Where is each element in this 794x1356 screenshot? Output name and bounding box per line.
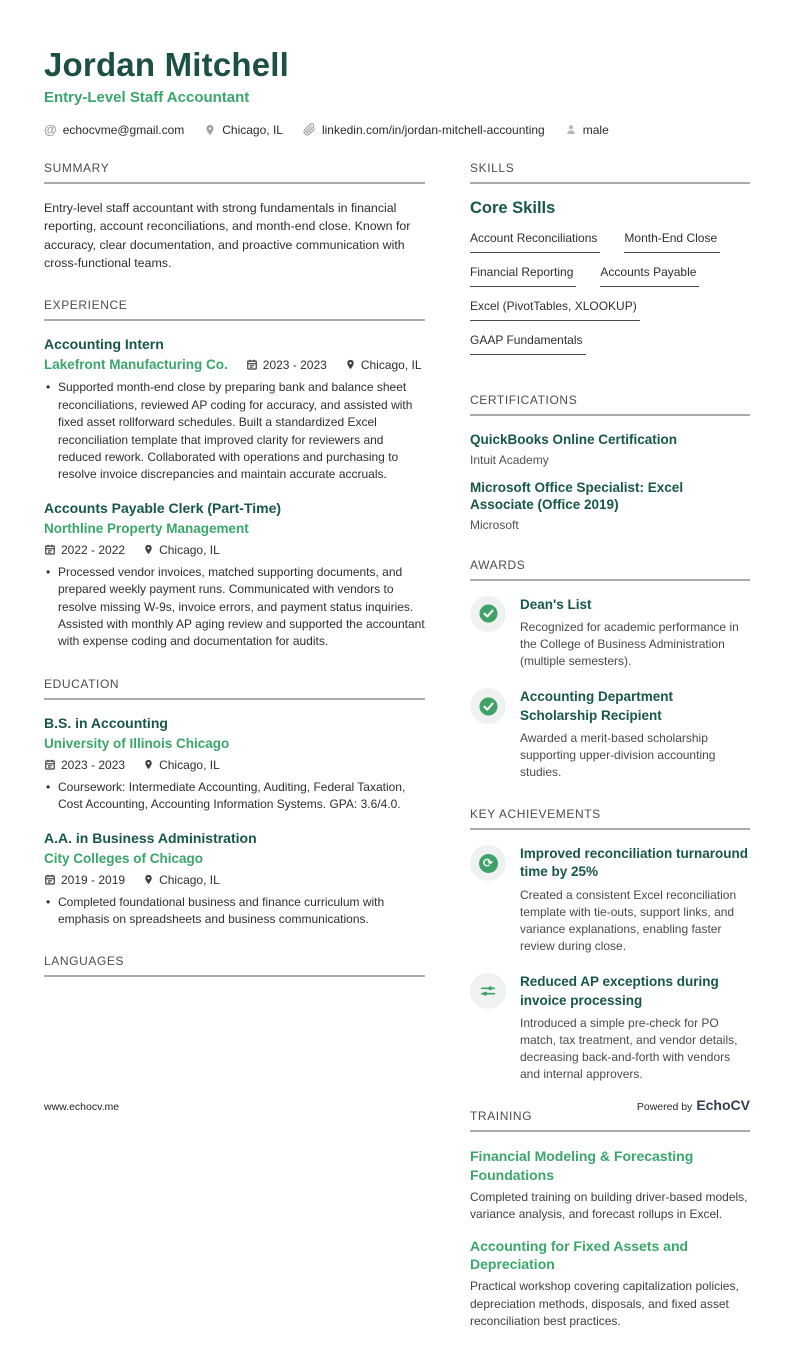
certification-entry xyxy=(470,431,750,467)
sliders-icon xyxy=(470,973,506,1009)
certification-title: Microsoft Office Specialist: Excel Associate (Office 2019) xyxy=(470,479,684,513)
paperclip-icon xyxy=(303,123,316,136)
calendar-icon xyxy=(246,358,258,371)
person-icon xyxy=(565,123,577,136)
education-dates: 2023 - 2023 xyxy=(44,758,125,772)
education-dates: 2019 - 2019 xyxy=(44,873,125,887)
certification-entry xyxy=(470,479,750,532)
certification-issuer: Microsoft xyxy=(470,517,519,532)
check-badge-icon xyxy=(470,688,506,724)
job-bullet: • Processed vendor invoices, matched supporting documents, and prepared weekly payment runs. Communicated with vendors to resolve missing W-9s, invoice errors, and payment status inquiries. Assisted with monthly AP aging review and supported the accountant with expense coding and documentation for audits. xyxy=(44,564,425,651)
award-description: Awarded a merit-based scholarship supporting upper-division accounting studies. xyxy=(520,730,716,780)
footer-site-link[interactable]: www.echocv.me xyxy=(44,1101,120,1113)
training-heading: TRAINING xyxy=(470,1109,750,1132)
job-title: Accounts Payable Clerk (Part-Time) xyxy=(44,499,282,516)
skill-item: Account Reconciliations xyxy=(470,231,600,253)
skill-item: Excel (PivotTables, XLOOKUP) xyxy=(470,299,640,321)
at-icon: @ xyxy=(44,122,57,137)
certification-issuer: Intuit Academy xyxy=(470,452,549,467)
right-column xyxy=(470,161,750,1356)
skill-item: GAAP Fundamentals xyxy=(470,333,586,355)
section-certifications xyxy=(470,393,750,532)
key-achievements-heading: KEY ACHIEVEMENTS xyxy=(470,807,750,830)
skills-heading: SKILLS xyxy=(470,161,750,184)
person-name: Jordan Mitchell xyxy=(44,46,290,83)
resume-body xyxy=(44,161,750,1356)
contact-linkedin-text: linkedin.com/in/jordan-mitchell-accounting xyxy=(321,122,545,137)
calendar-icon xyxy=(44,758,56,771)
achievement-description: Created a consistent Excel reconciliation template with tie-outs, support links, and variance explanations, enabling faster review during close. xyxy=(520,887,737,954)
contact-row xyxy=(44,122,750,137)
education-entry xyxy=(44,715,425,814)
job-dates: 2022 - 2022 xyxy=(44,543,125,557)
awards-heading: AWARDS xyxy=(470,558,750,581)
training-entry xyxy=(470,1147,750,1223)
timer-icon: ⟳ xyxy=(470,845,506,881)
education-bullet: • Completed foundational business and finance curriculum with emphasis on spreadsheets and business communications. xyxy=(44,894,425,929)
resume-header xyxy=(44,46,750,137)
section-awards xyxy=(470,558,750,782)
training-title: Accounting for Fixed Assets and Depreciation xyxy=(470,1238,689,1273)
job-title: Accounting Intern xyxy=(44,336,164,353)
location-pin-icon xyxy=(143,543,154,556)
award-entry xyxy=(470,596,750,671)
person-job-title: Entry-Level Staff Accountant xyxy=(44,89,250,106)
award-description: Recognized for academic performance in the College of Business Administration (multiple semesters). xyxy=(520,619,739,669)
location-pin-icon xyxy=(143,758,154,771)
location-pin-icon xyxy=(345,358,356,371)
job-bullet: • Supported month-end close by preparing bank and balance sheet reconciliations, reviewed AP coding for accuracy, and assisted with fixed asset rollforward schedules. Built a standardized Excel reconciliation template that improved clarity for reviewers and reduced rework. Collaborated with operations and purchasing to resolve invoice discrepancies and maintain accurate accruals. xyxy=(44,379,425,483)
section-languages xyxy=(44,954,425,977)
skills-group-title: Core Skills xyxy=(470,199,556,217)
skill-item: Month-End Close xyxy=(624,231,720,253)
education-location: Chicago, IL xyxy=(143,873,220,887)
contact-email[interactable] xyxy=(44,122,184,137)
education-bullet: • Coursework: Intermediate Accounting, Auditing, Federal Taxation, Cost Accounting, Accounting Information Systems. GPA: 3.6/4.0. xyxy=(44,779,425,814)
skill-item: Financial Reporting xyxy=(470,265,576,287)
contact-linkedin[interactable] xyxy=(303,123,545,137)
experience-heading: EXPERIENCE xyxy=(44,298,425,321)
left-column xyxy=(44,161,425,1356)
certification-title: QuickBooks Online Certification xyxy=(470,432,678,447)
languages-heading: LANGUAGES xyxy=(44,954,425,977)
company-name: Lakefront Manufacturing Co. xyxy=(44,357,228,373)
footer-brand-link[interactable]: EchoCV xyxy=(696,1097,750,1113)
contact-gender-text: male xyxy=(582,122,609,137)
certifications-heading: CERTIFICATIONS xyxy=(470,393,750,416)
calendar-icon xyxy=(44,873,56,886)
section-education xyxy=(44,677,425,929)
award-title: Accounting Department Scholarship Recipient xyxy=(520,689,674,723)
award-entry xyxy=(470,688,750,781)
location-pin-icon xyxy=(204,123,216,137)
footer-powered-by: Powered by EchoCV xyxy=(636,1097,750,1113)
job-location: Chicago, IL xyxy=(345,358,422,372)
experience-entry xyxy=(44,336,425,483)
training-title: Financial Modeling & Forecasting Foundations xyxy=(470,1148,694,1183)
training-description: Completed training on building driver-based models, variance analysis, and forecast rollups in Excel. xyxy=(470,1189,748,1221)
page-footer xyxy=(44,1097,750,1115)
job-dates: 2023 - 2023 xyxy=(246,358,327,372)
summary-text: Entry-level staff accountant with strong fundamentals in financial reporting, account reconciliations, and month-end close. Known for accuracy, clear documentation, and proactive communication with cross-functional teams. xyxy=(44,201,411,271)
experience-entry xyxy=(44,500,425,651)
job-location: Chicago, IL xyxy=(143,543,220,557)
school-name: City Colleges of Chicago xyxy=(44,850,204,866)
calendar-icon xyxy=(44,543,56,556)
achievement-title: Improved reconciliation turnaround time by 25% xyxy=(520,846,749,880)
section-summary xyxy=(44,161,425,272)
degree-title: A.A. in Business Administration xyxy=(44,829,257,846)
company-name: Northline Property Management xyxy=(44,520,249,536)
contact-location xyxy=(204,123,283,137)
training-description: Practical workshop covering capitalization policies, depreciation methods, disposals, and fixed asset reconciliation best practices. xyxy=(470,1279,739,1328)
skill-item: Accounts Payable xyxy=(600,265,699,287)
degree-title: B.S. in Accounting xyxy=(44,714,168,731)
education-location: Chicago, IL xyxy=(143,758,220,772)
section-experience xyxy=(44,298,425,650)
location-pin-icon xyxy=(143,873,154,886)
education-heading: EDUCATION xyxy=(44,677,425,700)
education-entry xyxy=(44,830,425,929)
achievement-description: Introduced a simple pre-check for PO match, tax treatment, and vendor details, decreasing back-and-forth with vendors and internal approvers. xyxy=(520,1015,738,1082)
skill-list xyxy=(470,231,750,367)
school-name: University of Illinois Chicago xyxy=(44,735,230,751)
contact-email-text: echocvme@gmail.com xyxy=(62,122,185,137)
achievement-entry xyxy=(470,845,750,955)
summary-heading: SUMMARY xyxy=(44,161,425,184)
check-badge-icon xyxy=(470,596,506,632)
training-entry xyxy=(470,1237,750,1330)
award-title: Dean's List xyxy=(520,596,592,612)
section-key-achievements xyxy=(470,807,750,1083)
section-training xyxy=(470,1109,750,1330)
contact-location-text: Chicago, IL xyxy=(222,122,283,137)
section-skills xyxy=(470,161,750,367)
achievement-entry xyxy=(470,973,750,1083)
achievement-title: Reduced AP exceptions during invoice processing xyxy=(520,974,719,1008)
contact-gender xyxy=(565,123,609,137)
